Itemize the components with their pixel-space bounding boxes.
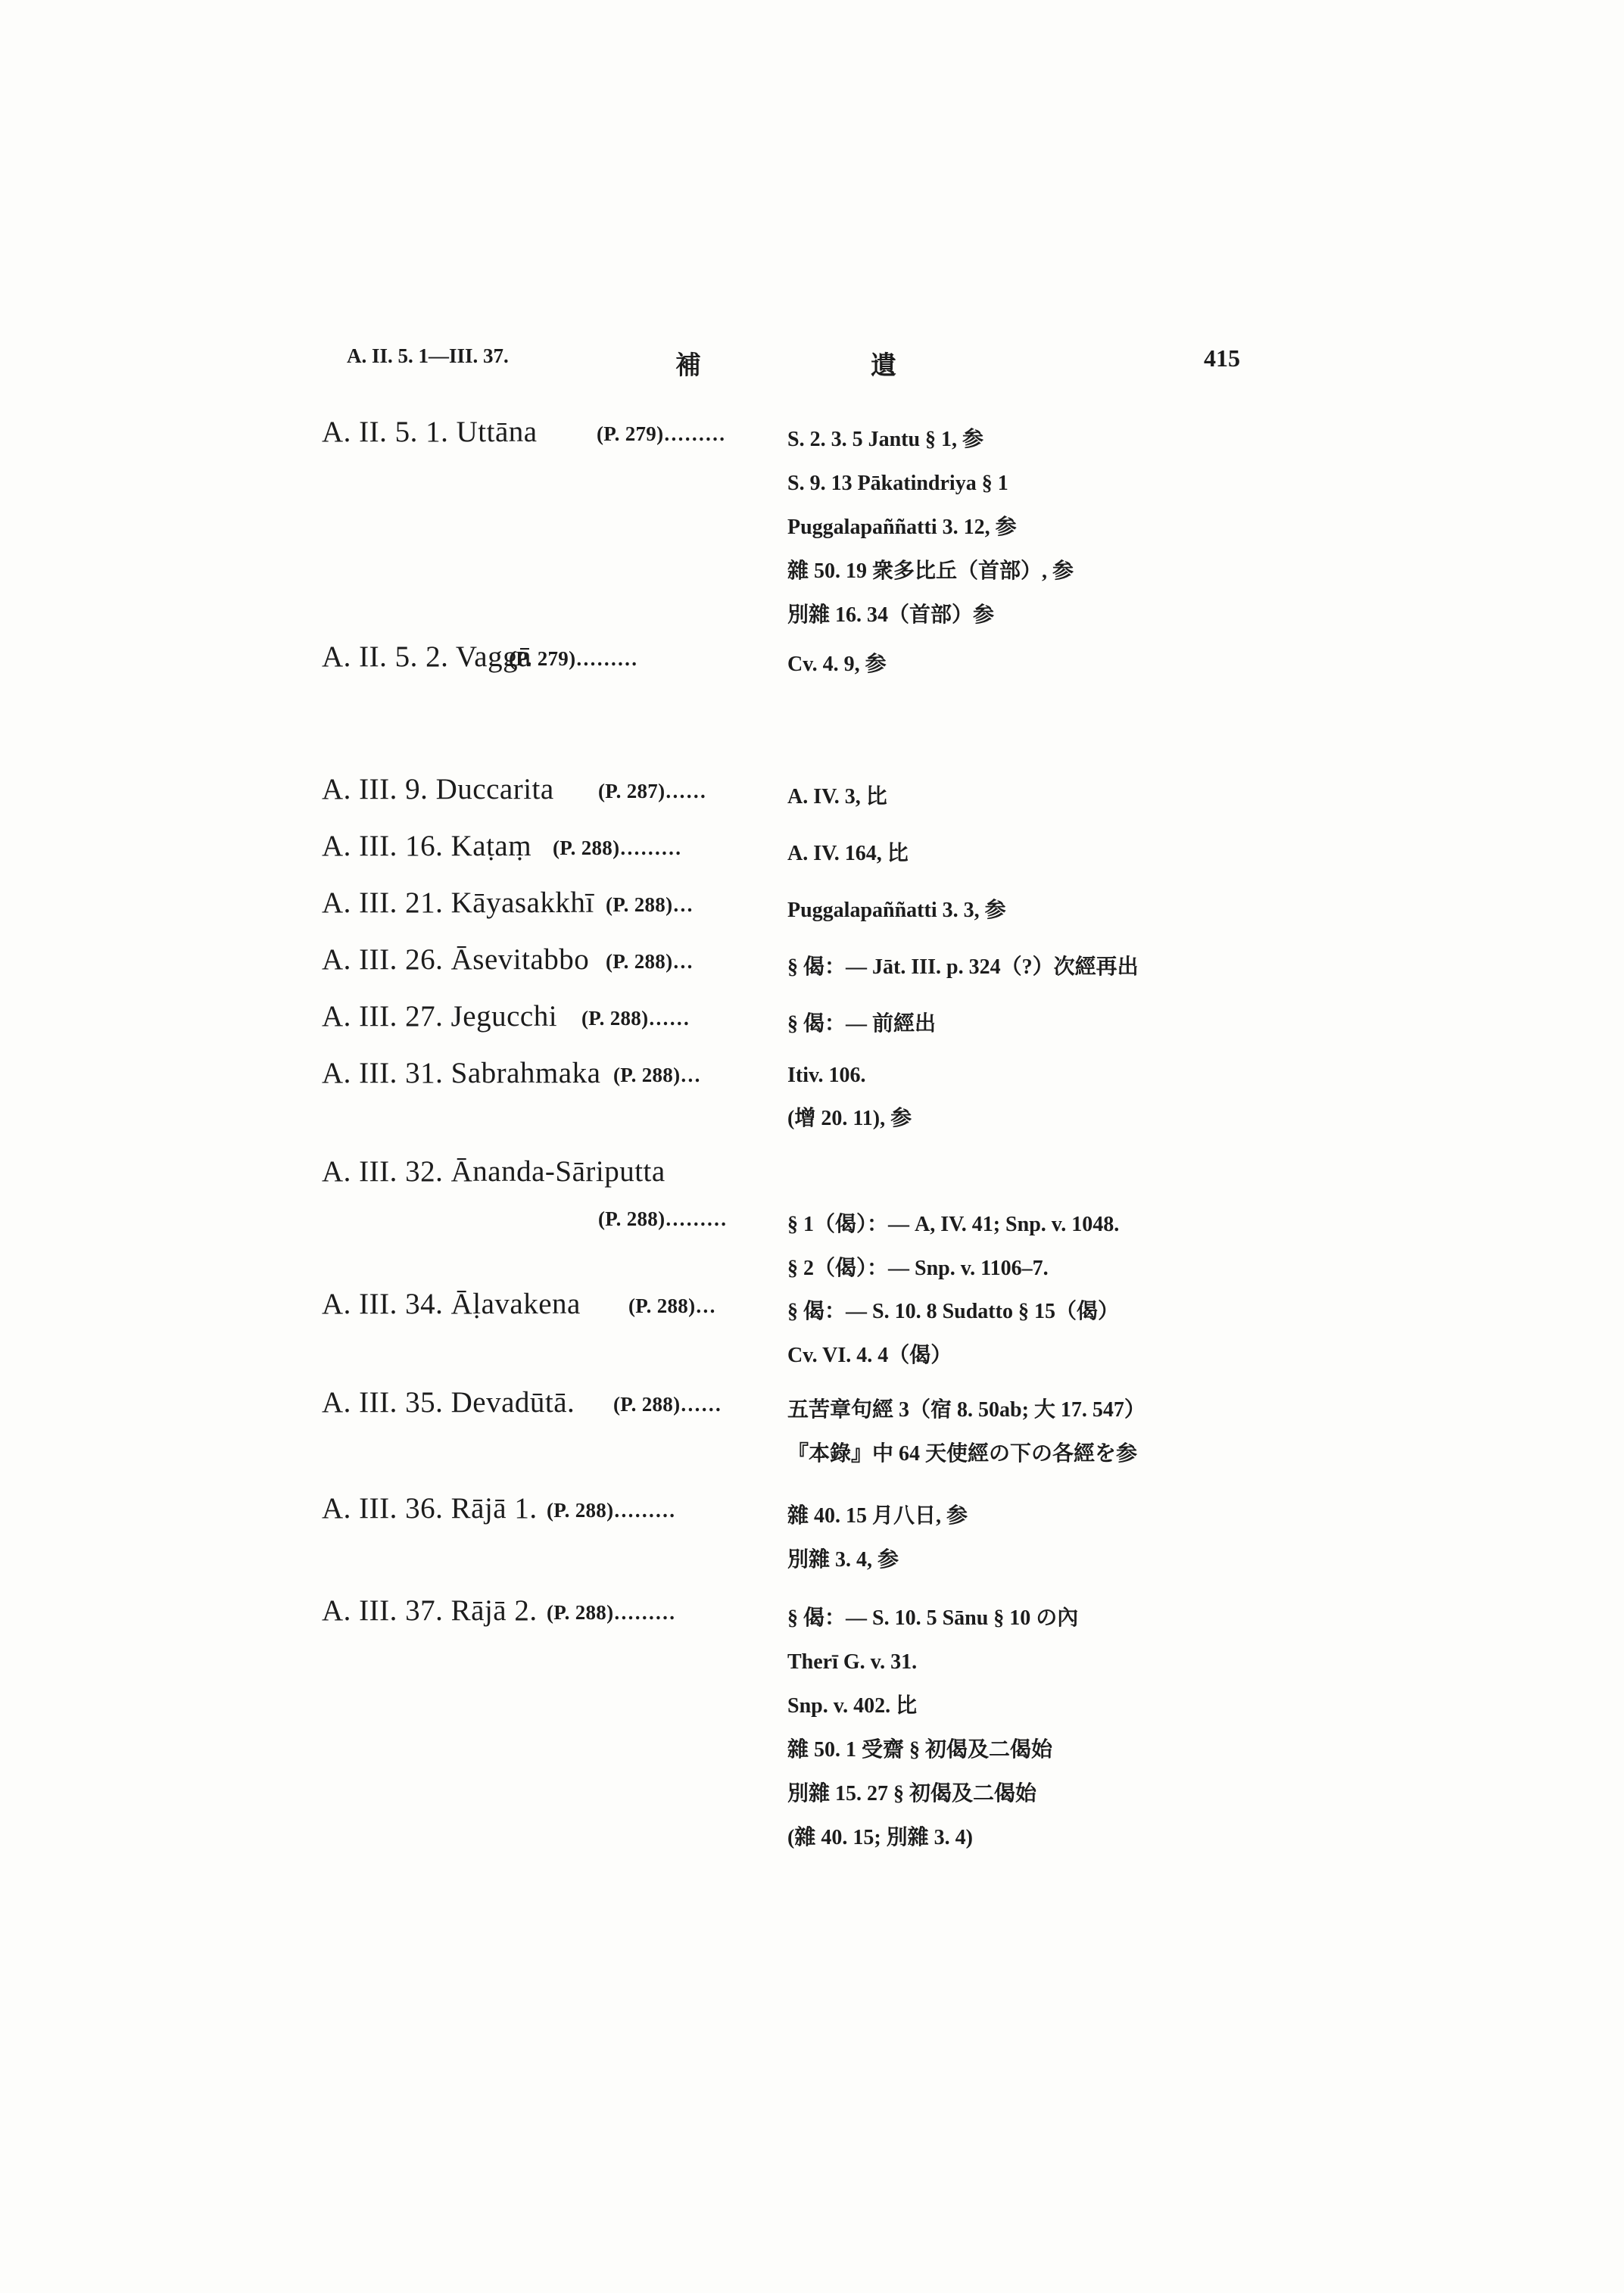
- entry-references: [787, 1200, 1119, 1291]
- reference-line: 別雜 16. 34（首部）参: [787, 603, 995, 627]
- header-title-char-1: 補: [675, 352, 701, 380]
- entry-heading: A. III. 16. Kaṭaṃ: [322, 830, 532, 862]
- entry-heading: A. II. 5. 2. Vaggā: [322, 640, 531, 673]
- reference-line: 別雜 15. 27 § 初偈及二偈始: [787, 1782, 1037, 1805]
- entry-page-ref: (P. 288)………: [547, 1499, 676, 1522]
- entry-heading: A. II. 5. 1. Uttāna: [322, 416, 538, 448]
- reference-line: § 偈：— 前經出: [787, 1012, 937, 1036]
- reference-line: Itiv. 106.: [787, 1064, 866, 1087]
- reference-line: 『本錄』中 64 天使經の下の各經を参: [787, 1442, 1138, 1466]
- reference-line: (雜 40. 15; 別雜 3. 4): [787, 1826, 973, 1849]
- entry-page-ref: (P. 288)………: [553, 837, 682, 859]
- entry-heading: A. III. 34. Āḷavakena: [322, 1288, 581, 1320]
- entry-page-ref: (P. 288)…: [606, 950, 694, 973]
- entry-heading: A. III. 31. Sabrahmaka: [322, 1057, 601, 1089]
- entry-references: [787, 942, 1139, 989]
- entry-heading: A. III. 9. Duccarita: [322, 773, 554, 805]
- reference-line: S. 9. 13 Pākatindriya § 1: [787, 472, 1008, 495]
- reference-line: A. IV. 3, 比: [787, 785, 887, 808]
- entry-references: [787, 1385, 1146, 1476]
- entry-references: [787, 640, 887, 687]
- entry-references: [787, 999, 936, 1046]
- entry-references: [787, 1287, 1119, 1378]
- reference-line: § 偈：— Jāt. III. p. 324（?）次經再出: [787, 955, 1139, 979]
- entry-page-ref: (P. 288)……: [613, 1393, 722, 1416]
- reference-line: 別雜 3. 4, 参: [787, 1548, 899, 1572]
- entry-references: [787, 886, 1006, 933]
- reference-line: 雜 40. 15 月八日, 参: [787, 1504, 968, 1528]
- header-range: A. II. 5. 1—III. 37.: [347, 344, 509, 367]
- reference-line: Puggalapaññatti 3. 3, 参: [787, 899, 1006, 922]
- entry-references: [787, 1056, 912, 1141]
- entry-references: [787, 1491, 968, 1582]
- entry-page-ref: (P. 288)………: [547, 1601, 676, 1624]
- reference-line: (增 20. 11), 参: [787, 1107, 912, 1130]
- entry-references: [787, 772, 887, 819]
- reference-line: § 偈：— S. 10. 5 Sānu § 10 の內: [787, 1606, 1079, 1630]
- reference-line: Cv. VI. 4. 4（偈）: [787, 1344, 952, 1367]
- entry-references: [787, 415, 1074, 637]
- entry-page-ref: (P. 288)………: [598, 1207, 728, 1230]
- entry-page-ref: (P. 288)…: [613, 1064, 701, 1086]
- header-title-char-2: 遺: [871, 352, 896, 380]
- reference-line: § 2（偈）：— Snp. v. 1106–7.: [787, 1257, 1049, 1280]
- entry-page-ref: (P. 279)………: [597, 422, 726, 445]
- entry-page-ref: (P. 279)………: [509, 647, 638, 670]
- entry-page-ref: (P. 288)……: [581, 1007, 690, 1030]
- entry-page-ref: (P. 287)……: [598, 780, 706, 802]
- reference-line: 雜 50. 19 衆多比丘（首部）, 参: [787, 559, 1074, 583]
- entry-page-ref: (P. 288)…: [606, 893, 694, 916]
- entry-heading: A. III. 35. Devadūtā.: [322, 1386, 575, 1419]
- reference-line: 五苦章句經 3（宿 8. 50ab; 大 17. 547）: [787, 1398, 1146, 1422]
- page-number: 415: [1204, 344, 1240, 372]
- reference-line: Therī G. v. 31.: [787, 1650, 918, 1674]
- entry-heading: A. III. 36. Rājā 1.: [322, 1492, 538, 1525]
- reference-line: § 1（偈）：— A, IV. 41; Snp. v. 1048.: [787, 1213, 1120, 1236]
- entry-heading: A. III. 26. Āsevitabbo: [322, 943, 590, 976]
- reference-line: S. 2. 3. 5 Jantu § 1, 参: [787, 428, 984, 451]
- entry-heading: A. III. 21. Kāyasakkhī: [322, 886, 594, 919]
- reference-line: Cv. 4. 9, 参: [787, 653, 887, 676]
- reference-line: 雜 50. 1 受齋 § 初偈及二偈始: [787, 1738, 1053, 1762]
- entry-references: [787, 1594, 1078, 1860]
- entry-heading: A. III. 37. Rājā 2.: [322, 1594, 538, 1627]
- entry-page-ref: (P. 288)…: [628, 1294, 716, 1317]
- reference-line: Puggalapaññatti 3. 12, 参: [787, 516, 1017, 539]
- entry-heading: A. III. 27. Jegucchi: [322, 1000, 558, 1033]
- reference-line: Snp. v. 402. 比: [787, 1694, 918, 1718]
- reference-line: A. IV. 164, 比: [787, 842, 909, 865]
- entry-heading: A. III. 32. Ānanda-Sāriputta: [322, 1155, 665, 1188]
- entry-references: [787, 829, 909, 876]
- reference-line: § 偈：— S. 10. 8 Sudatto § 15（偈）: [787, 1300, 1119, 1323]
